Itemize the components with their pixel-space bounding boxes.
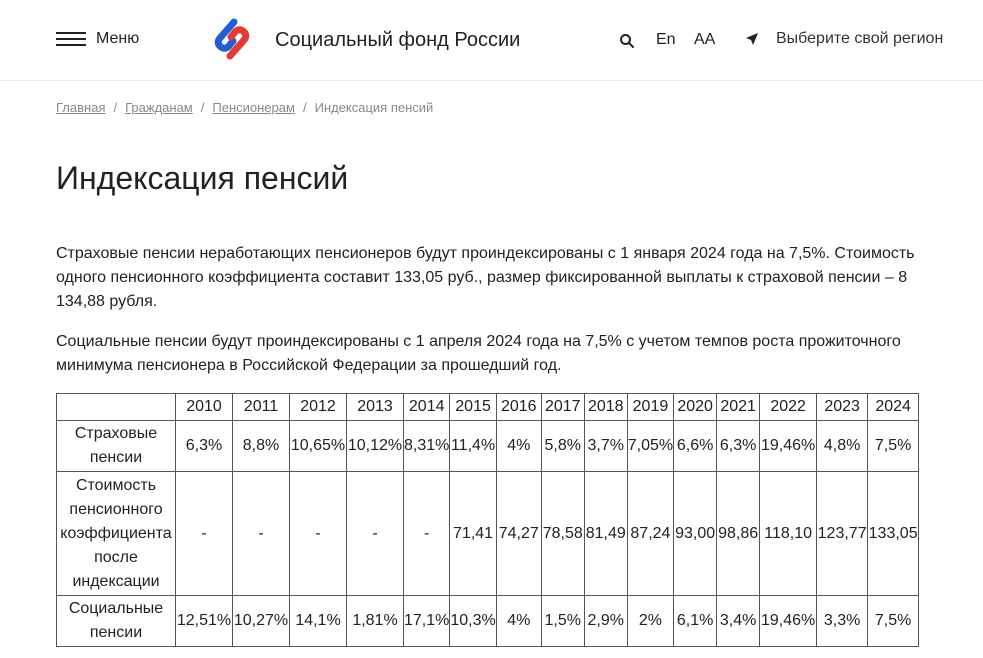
table-cell: 3,7% [584,421,627,472]
table-row [57,596,919,647]
table-cell: 133,05 [868,472,919,596]
table-year-header: 2013 [347,394,404,421]
breadcrumb-current: Индексация пенсий [314,100,434,115]
sfr-logo-icon[interactable] [207,18,257,60]
table-cell: 93,00 [674,472,717,596]
table-cell: 19,46% [760,596,817,647]
region-label: Выберите свой регион [776,30,944,47]
table-cell: 1,81% [347,596,404,647]
table-corner-cell [57,394,176,421]
table-cell: 11,4% [450,421,496,472]
table-header-row [57,394,919,421]
breadcrumb-separator: / [302,100,307,115]
language-switch[interactable]: En [656,31,676,48]
table-cell: 74,27 [496,472,541,596]
page-title: Индексация пенсий [56,160,349,196]
search-icon[interactable] [619,33,635,49]
table-year-header: 2019 [627,394,673,421]
table-cell: 7,05% [627,421,673,472]
table-cell: 19,46% [760,421,817,472]
table-cell: 71,41 [450,472,496,596]
site-header [0,0,983,81]
site-title[interactable]: Социальный фонд России [275,29,521,51]
font-size-toggle[interactable]: AA [694,31,716,48]
table-cell: 10,12% [347,421,404,472]
breadcrumb-separator: / [200,100,205,115]
table-cell: 14,1% [290,596,347,647]
table-cell: 7,5% [868,421,919,472]
table-cell: - [347,472,404,596]
table-cell: 1,5% [541,596,584,647]
breadcrumb-link-home[interactable]: Главная [56,100,106,115]
table-cell: - [233,472,290,596]
table-cell: 17,1% [404,596,450,647]
indexation-table [56,393,919,647]
table-row [57,421,919,472]
table-year-header: 2011 [233,394,290,421]
table-cell: 10,3% [450,596,496,647]
table-cell: 2,9% [584,596,627,647]
table-row-label: Социальные пенсии [57,596,176,647]
table-year-header: 2010 [176,394,233,421]
table-year-header: 2015 [450,394,496,421]
table-year-header: 2020 [674,394,717,421]
table-cell: 6,6% [674,421,717,472]
table-year-header: 2021 [717,394,760,421]
table-cell: 6,3% [717,421,760,472]
table-cell: 8,31% [404,421,450,472]
table-cell: 7,5% [868,596,919,647]
table-cell: - [290,472,347,596]
paragraph-insurance-pensions: Страховые пенсии неработающих пенсионеров будут проиндексированы с 1 января 2024 года на 7,5%. Стоимость одного пенсионного коэффициента составит 133,05 руб., размер фиксированной выплаты к страховой пенсии – 8 134,88 рубля. [56,245,915,310]
breadcrumb-link-citizens[interactable]: Гражданам [125,100,193,115]
breadcrumb [56,100,433,115]
table-row-label: Страховые пенсии [57,421,176,472]
table-year-header: 2017 [541,394,584,421]
table-year-header: 2016 [496,394,541,421]
table-cell: 78,58 [541,472,584,596]
table-cell: 3,4% [717,596,760,647]
table-cell: 10,27% [233,596,290,647]
table-cell: 10,65% [290,421,347,472]
table-cell: 4% [496,421,541,472]
table-cell: - [404,472,450,596]
region-selector[interactable] [745,30,943,48]
table-cell: 123,77 [817,472,868,596]
table-row-label: Стоимость пенсионного коэффициента после индексации [57,472,176,596]
table-cell: 118,10 [760,472,817,596]
table-cell: 6,3% [176,421,233,472]
table-year-header: 2012 [290,394,347,421]
table-year-header: 2022 [760,394,817,421]
table-cell: 2% [627,596,673,647]
menu-label: Меню [96,30,140,47]
table-cell: 8,8% [233,421,290,472]
table-year-header: 2014 [404,394,450,421]
hamburger-icon [56,30,86,48]
table-year-header: 2018 [584,394,627,421]
table-cell: 87,24 [627,472,673,596]
table-cell: 5,8% [541,421,584,472]
breadcrumb-separator: / [113,100,118,115]
table-cell: 4,8% [817,421,868,472]
table-year-header: 2024 [868,394,919,421]
paragraph-social-pensions: Социальные пенсии будут проиндексированы с 1 апреля 2024 года на 7,5% с учетом темпов роста прожиточного минимума пенсионера в Российской Федерации за прошедший год. [56,333,901,374]
table-row [57,472,919,596]
breadcrumb-link-pensioners[interactable]: Пенсионерам [212,100,295,115]
table-cell: 12,51% [176,596,233,647]
table-cell: 98,86 [717,472,760,596]
table-year-header: 2023 [817,394,868,421]
table-cell: 4% [496,596,541,647]
menu-button[interactable] [56,30,139,48]
table-cell: 3,3% [817,596,868,647]
table-cell: 81,49 [584,472,627,596]
table-cell: 6,1% [674,596,717,647]
location-arrow-icon [745,32,759,46]
table-cell: - [176,472,233,596]
